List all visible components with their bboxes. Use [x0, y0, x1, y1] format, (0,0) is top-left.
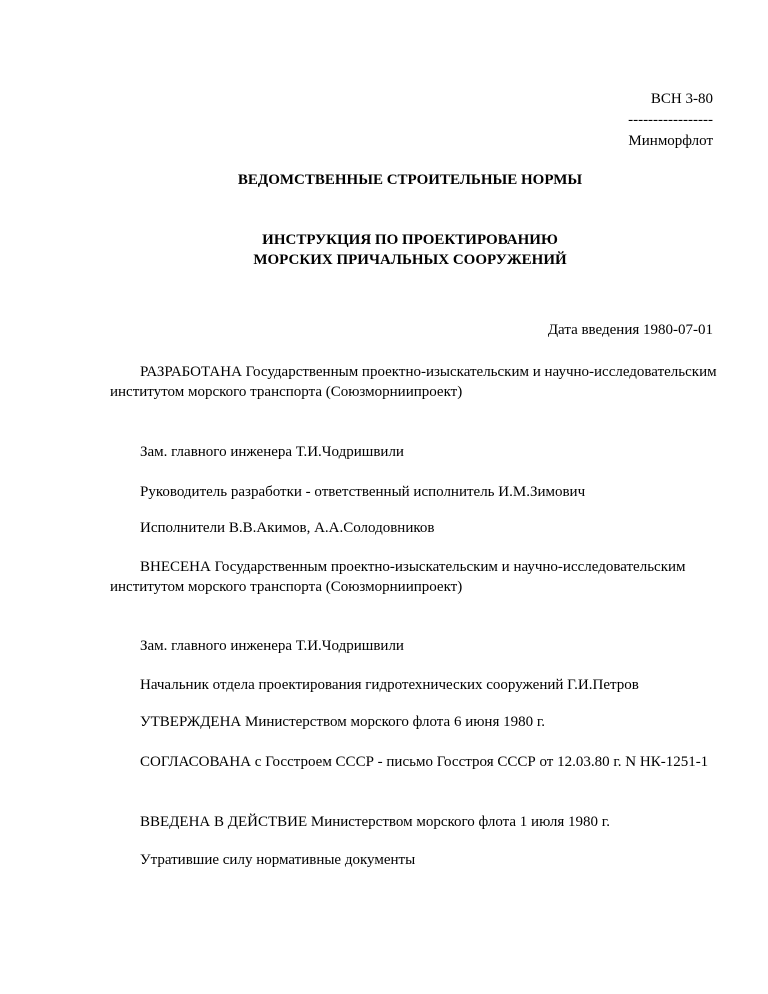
ministry-name: Минморфлот	[628, 133, 713, 149]
document-title-line-1: ИНСТРУКЦИЯ ПО ПРОЕКТИРОВАНИЮ	[262, 232, 558, 248]
document-title-line-2: МОРСКИХ ПРИЧАЛЬНЫХ СООРУЖЕНИЙ	[253, 252, 567, 268]
document-code: ВСН 3-80	[650, 91, 713, 107]
deputy-chief-engineer-1: Зам. главного инженера Т.И.Чодришвили	[140, 444, 404, 460]
introduction-date: Дата введения 1980-07-01	[547, 322, 713, 338]
deputy-chief-engineer-2: Зам. главного инженера Т.И.Чодришвили	[140, 638, 404, 654]
agreed-with-paragraph: СОГЛАСОВАНА с Госстроем СССР - письмо Госстроя СССР от 12.03.80 г. N НК-1251-1	[140, 754, 709, 770]
document-type-title: ВЕДОМСТВЕННЫЕ СТРОИТЕЛЬНЫЕ НОРМЫ	[237, 172, 583, 188]
superseded-documents-heading: Утратившие силу нормативные документы	[140, 852, 416, 868]
document-title	[0, 230, 768, 270]
department-head: Начальник отдела проектирования гидротехнических сооружений Г.И.Петров	[140, 677, 639, 693]
executors: Исполнители В.В.Акимов, А.А.Солодовников	[140, 520, 435, 536]
document-header	[628, 89, 713, 152]
submitted-by-paragraph: ВНЕСЕНА Государственным проектно-изыскательским и научно-исследовательским институтом морского транспорта (Союзморниипроект)	[110, 559, 686, 595]
developed-by-paragraph: РАЗРАБОТАНА Государственным проектно-изыскательским и научно-исследовательским институтом морского транспорта (Союзморниипроект)	[110, 364, 717, 400]
approved-by-paragraph: УТВЕРЖДЕНА Министерством морского флота 6 июня 1980 г.	[140, 714, 546, 730]
development-head: Руководитель разработки - ответственный исполнитель И.М.Зимович	[140, 484, 586, 500]
enacted-by-paragraph: ВВЕДЕНА В ДЕЙСТВИЕ Министерством морского флота 1 июля 1980 г.	[140, 814, 611, 830]
header-separator: -----------------	[628, 112, 713, 128]
